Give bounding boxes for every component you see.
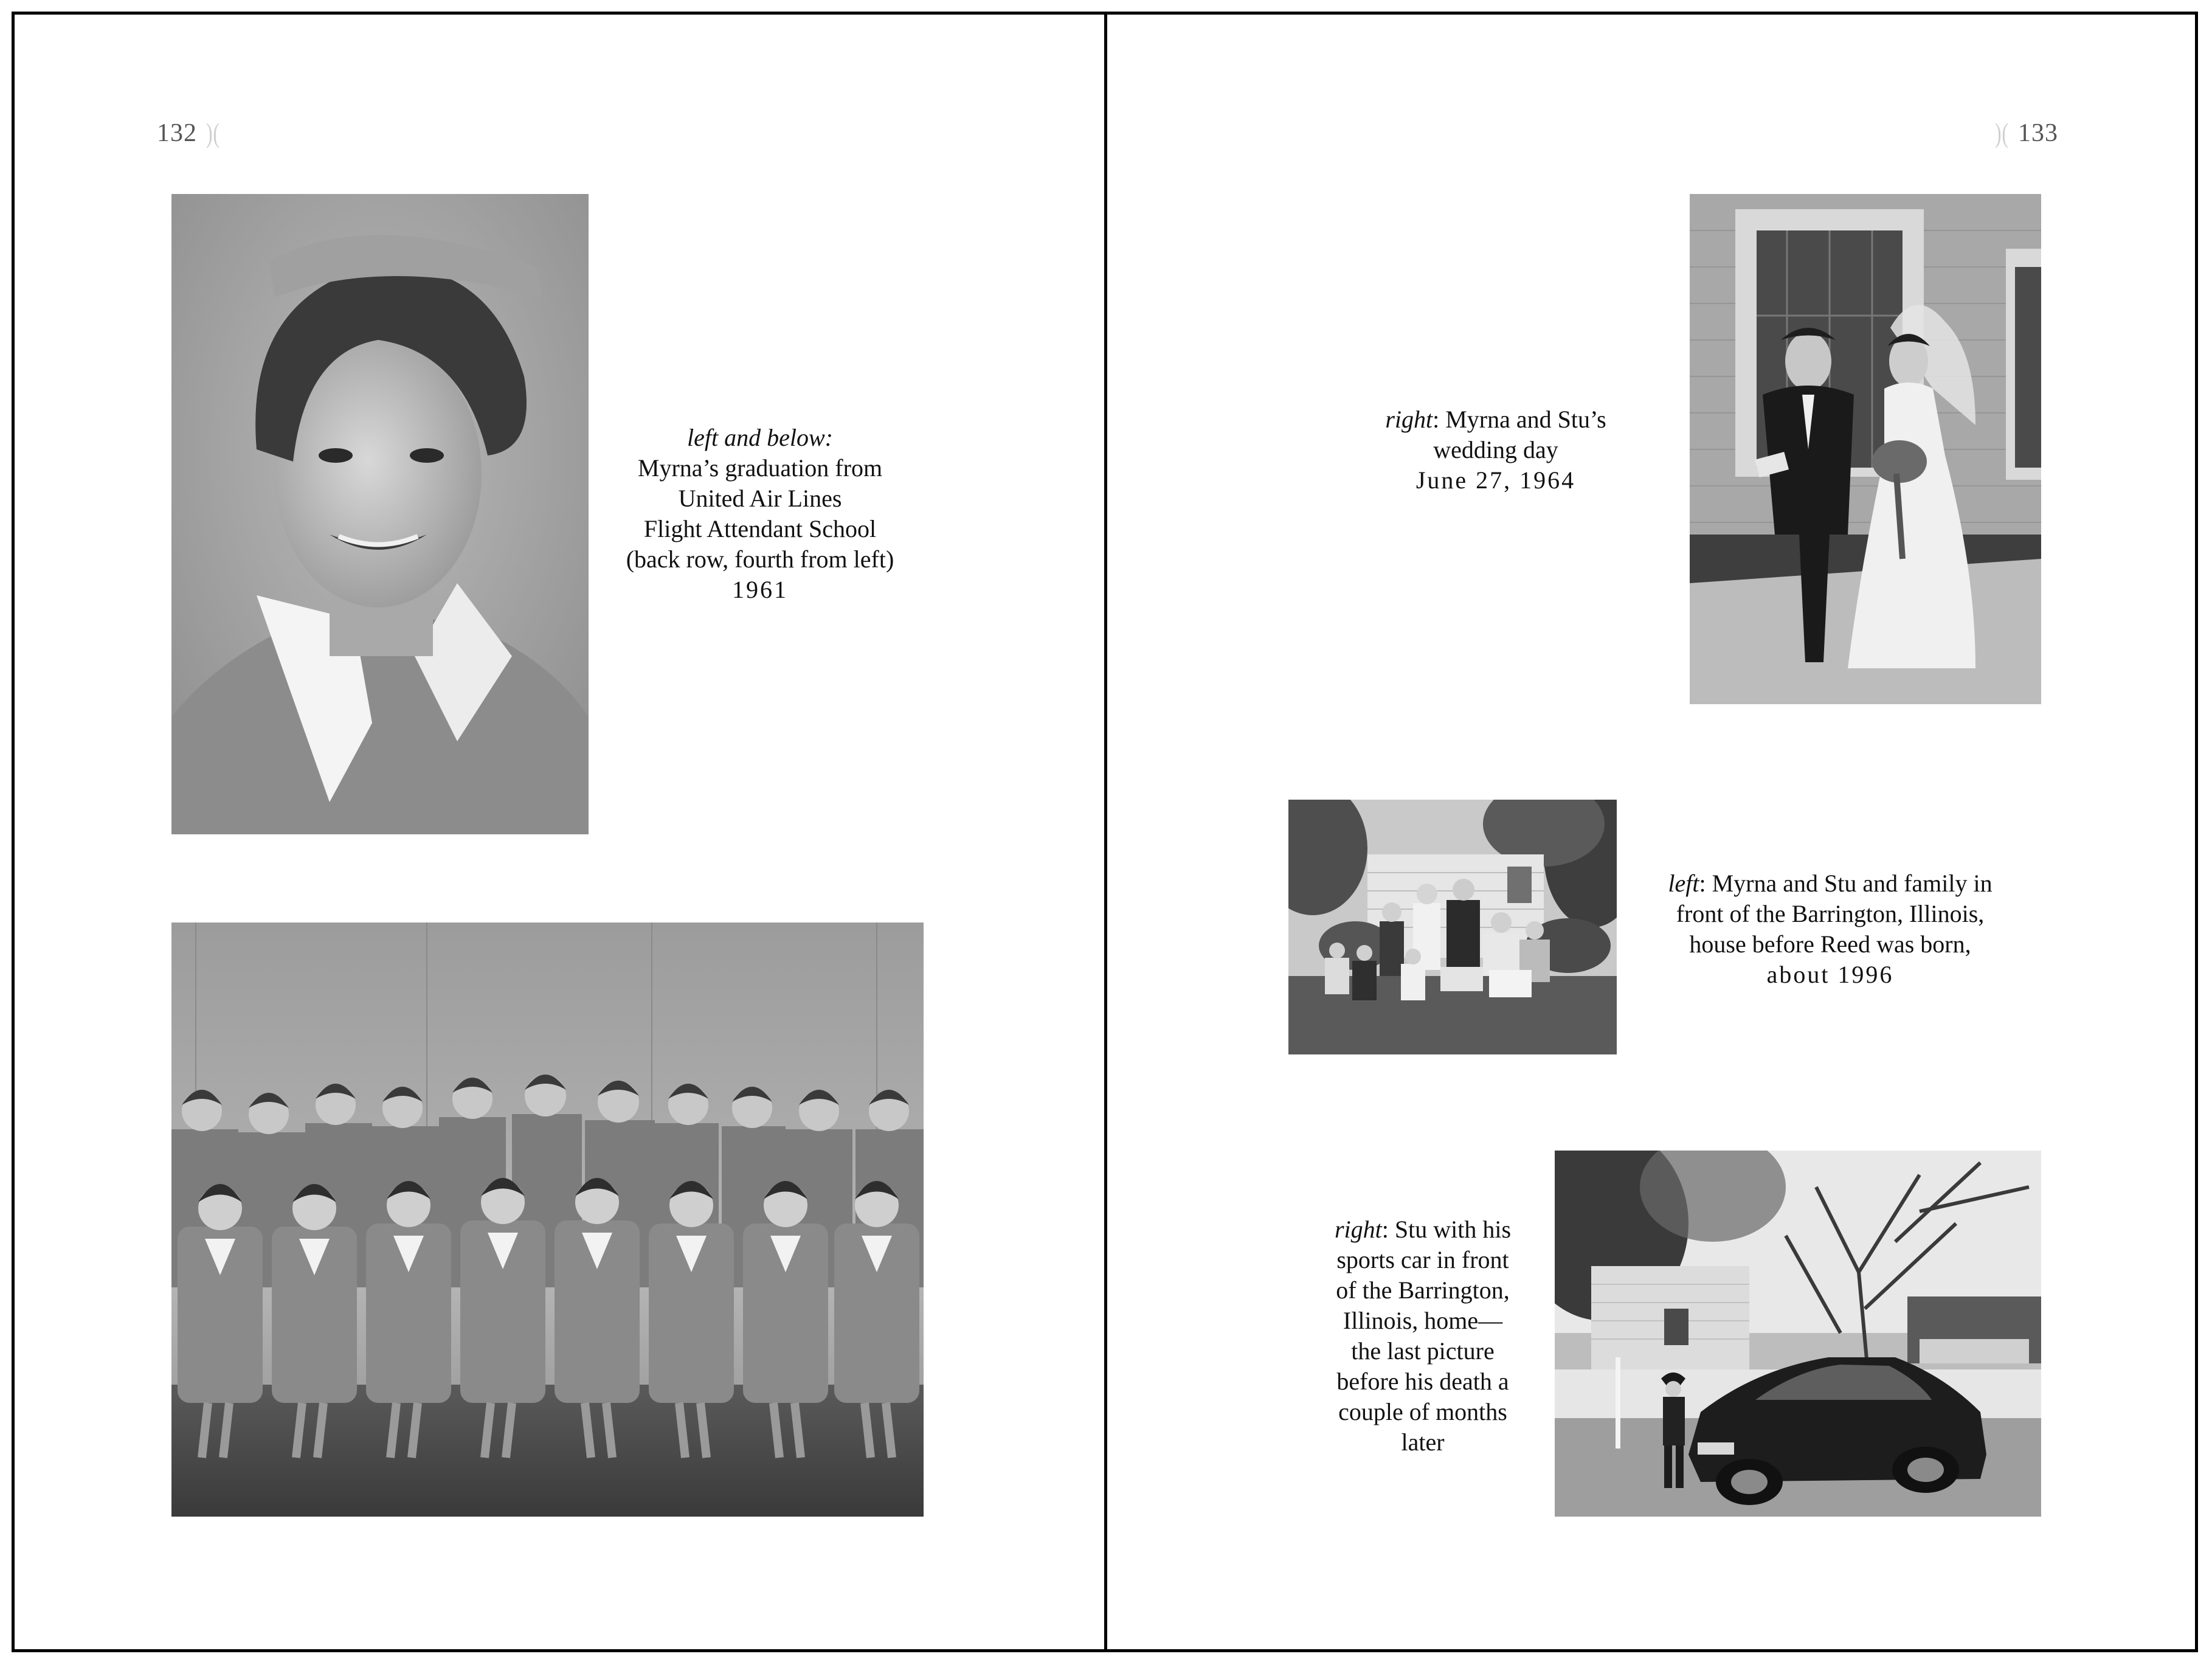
- caption-text: Myrna and Stu’s: [1445, 406, 1606, 433]
- page-number-left: [157, 117, 223, 149]
- folio-number: 132: [157, 119, 197, 147]
- caption-graduation: [596, 423, 924, 605]
- caption-wedding: [1350, 404, 1642, 496]
- photo-group-graduation: [171, 922, 924, 1517]
- caption-line: wedding day: [1433, 436, 1558, 463]
- folio-ornament-icon: )(: [206, 117, 220, 148]
- caption-line-1: right: Myrna and Stu’s: [1385, 406, 1606, 433]
- caption-text: Stu with his: [1394, 1216, 1512, 1243]
- caption-date: about 1996: [1766, 961, 1894, 988]
- wedding-image: [1690, 194, 2041, 704]
- caption-line: before his death a: [1336, 1368, 1509, 1395]
- caption-line: sports car in front: [1336, 1246, 1509, 1273]
- group-image: [171, 922, 924, 1517]
- caption-line-1: left: Myrna and Stu and family in: [1668, 870, 1993, 897]
- caption-car: [1313, 1214, 1532, 1458]
- caption-lead: right: [1334, 1216, 1382, 1243]
- car-image: [1555, 1151, 2041, 1517]
- caption-lead: left: [1668, 870, 1699, 897]
- caption-line: couple of months: [1338, 1398, 1507, 1425]
- photo-wedding: [1690, 194, 2041, 704]
- caption-lead: left and below:: [687, 424, 833, 451]
- caption-line-1: right: Stu with his: [1334, 1216, 1512, 1243]
- caption-line: house before Reed was born,: [1689, 930, 1971, 958]
- caption-family: [1642, 868, 2019, 990]
- caption-line: (back row, fourth from left): [626, 545, 894, 573]
- caption-line: Illinois, home—: [1343, 1307, 1503, 1334]
- photo-family: [1288, 800, 1617, 1054]
- photo-portrait: [171, 194, 589, 834]
- photo-car: [1555, 1151, 2041, 1517]
- page-number-right: [1992, 117, 2058, 149]
- portrait-image: [171, 194, 589, 834]
- caption-line: United Air Lines: [678, 485, 842, 512]
- caption-line: later: [1401, 1428, 1445, 1456]
- caption-lead: right: [1385, 406, 1433, 433]
- caption-line: Myrna’s graduation from: [637, 454, 883, 482]
- caption-line: the last picture: [1351, 1337, 1495, 1365]
- folio-number: 133: [2018, 119, 2058, 147]
- caption-date: June 27, 1964: [1415, 466, 1576, 494]
- folio-ornament-icon: )(: [1995, 117, 2010, 148]
- family-image: [1288, 800, 1617, 1054]
- caption-line: front of the Barrington, Illinois,: [1676, 900, 1985, 927]
- caption-year: 1961: [732, 576, 788, 603]
- caption-text: Myrna and Stu and family in: [1712, 870, 1993, 897]
- caption-line: Flight Attendant School: [643, 515, 877, 542]
- caption-line: of the Barrington,: [1336, 1276, 1510, 1304]
